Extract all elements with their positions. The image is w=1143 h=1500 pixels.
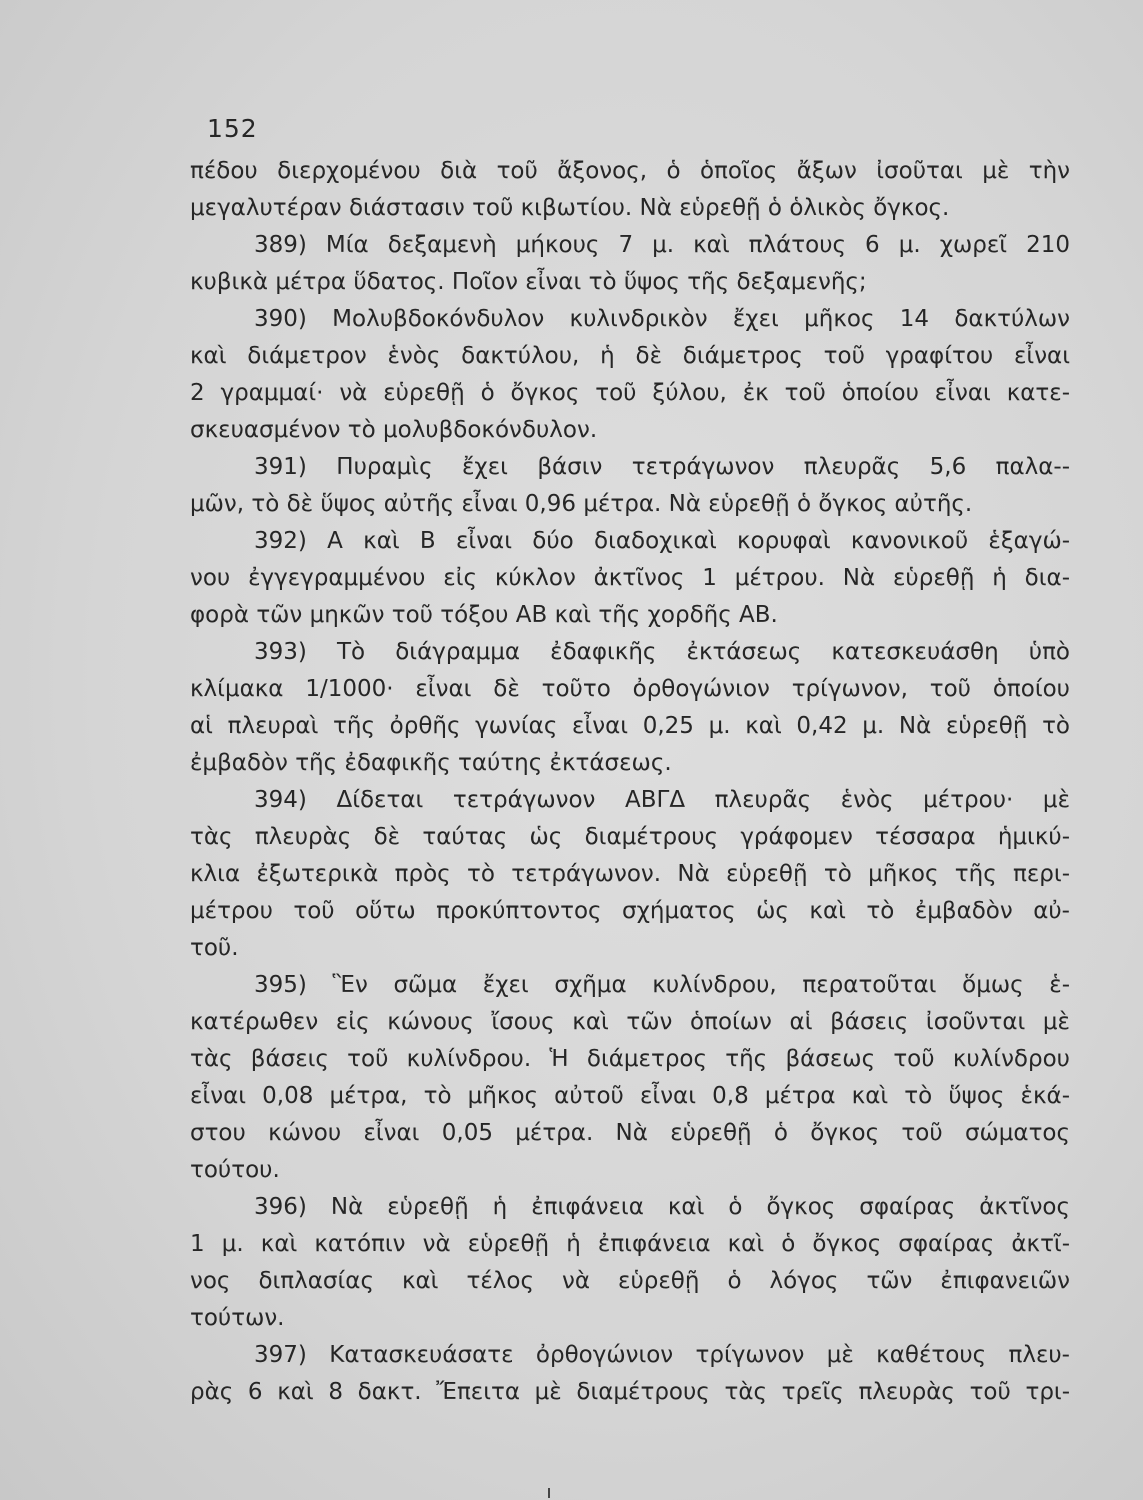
text-line: φορὰ τῶν μηκῶν τοῦ τόξου ΑΒ καὶ τῆς χορδῆς ΑΒ. (190, 602, 778, 628)
problem-390-start: 390) Μολυβδοκόνδυλον κυλινδρικὸν ἔχει μῆκος 14 δακτύλων (254, 306, 1070, 332)
page-number: 152 (207, 114, 258, 143)
text-line: κλια ἐξωτερικὰ πρὸς τὸ τετράγωνον. Νὰ εὑρεθῇ τὸ μῆκος τῆς περι- (190, 861, 1070, 887)
text-line: μῶν, τὸ δὲ ὕψος αὐτῆς εἶναι 0,96 μέτρα. Νὰ εὑρεθῇ ὁ ὄγκος αὐτῆς. (190, 491, 973, 517)
problem-393-start: 393) Τὸ διάγραμμα ἐδαφικῆς ἐκτάσεως κατεσκευάσθη ὑπὸ (254, 639, 1070, 665)
text-line: σκευασμένον τὸ μολυβδοκόνδυλον. (190, 417, 598, 443)
text-line: 1 μ. καὶ κατόπιν νὰ εὑρεθῇ ἡ ἐπιφάνεια καὶ ὁ ὄγκος σφαίρας ἀκτῖ- (190, 1231, 1070, 1257)
text-line: στου κώνου εἶναι 0,05 μέτρα. Νὰ εὑρεθῇ ὁ ὄγκος τοῦ σώματος (190, 1120, 1070, 1146)
problem-391-start: 391) Πυραμὶς ἔχει βάσιν τετράγωνον πλευρᾶς 5,6 παλα-- (254, 454, 1070, 480)
text-line: εἶναι 0,08 μέτρα, τὸ μῆκος αὐτοῦ εἶναι 0,8 μέτρα καὶ τὸ ὕψος ἑκά- (190, 1083, 1070, 1109)
text-line: 2 γραμμαί· νὰ εὑρεθῇ ὁ ὄγκος τοῦ ξύλου, ἐκ τοῦ ὁποίου εἶναι κατε- (190, 380, 1070, 406)
problem-397-start: 397) Κατασκευάσατε ὀρθογώνιον τρίγωνον μὲ καθέτους πλευ- (254, 1342, 1070, 1368)
text-line: νος διπλασίας καὶ τέλος νὰ εὑρεθῇ ὁ λόγος τῶν ἐπιφανειῶν (190, 1268, 1070, 1294)
text-line: τούτων. (190, 1305, 285, 1331)
problem-395-start: 395) Ἓν σῶμα ἔχει σχῆμα κυλίνδρου, περατοῦται ὅμως ἑ- (254, 972, 1070, 998)
text-line: ἐμβαδὸν τῆς ἐδαφικῆς ταύτης ἐκτάσεως. (190, 750, 672, 776)
text-line: τὰς πλευρὰς δὲ ταύτας ὡς διαμέτρους γράφομεν τέσσαρα ἡμικύ- (190, 824, 1070, 850)
problem-392-start: 392) Α καὶ Β εἶναι δύο διαδοχικαὶ κορυφαὶ κανονικοῦ ἑξαγώ- (254, 528, 1070, 554)
text-line: καὶ διάμετρον ἑνὸς δακτύλου, ἡ δὲ διάμετρος τοῦ γραφίτου εἶναι (190, 343, 1070, 369)
problem-396-start: 396) Νὰ εὑρεθῇ ἡ ἐπιφάνεια καὶ ὁ ὄγκος σφαίρας ἀκτῖνος (254, 1194, 1070, 1220)
text-line: τὰς βάσεις τοῦ κυλίνδρου. Ἡ διάμετρος τῆς βάσεως τοῦ κυλίνδρου (190, 1046, 1070, 1072)
text-line: κυβικὰ μέτρα ὕδατος. Ποῖον εἶναι τὸ ὕψος τῆς δεξαμενῆς; (190, 269, 867, 295)
text-line: νου ἐγγεγραμμένου εἰς κύκλον ἀκτῖνος 1 μέτρου. Νὰ εὑρεθῇ ἡ δια- (190, 565, 1070, 591)
text-line: ρὰς 6 καὶ 8 δακτ. Ἔπειτα μὲ διαμέτρους τὰς τρεῖς πλευρὰς τοῦ τρι- (190, 1379, 1070, 1405)
binding-mark (548, 1488, 550, 1498)
text-body (190, 153, 1070, 1411)
text-line: κατέρωθεν εἰς κώνους ἴσους καὶ τῶν ὁποίων αἱ βάσεις ἰσοῦνται μὲ (190, 1009, 1070, 1035)
text-line: μεγαλυτέραν διάστασιν τοῦ κιβωτίου. Νὰ εὑρεθῇ ὁ ὁλικὸς ὄγκος. (190, 195, 950, 221)
problem-394-start: 394) Δίδεται τετράγωνον ΑΒΓΔ πλευρᾶς ἑνὸς μέτρου· μὲ (254, 787, 1070, 813)
text-line: πέδου διερχομένου διὰ τοῦ ἄξονος, ὁ ὁποῖος ἄξων ἰσοῦται μὲ τὴν (190, 158, 1070, 184)
text-line: τούτου. (190, 1157, 280, 1183)
text-line: μέτρου τοῦ οὕτω προκύπτοντος σχήματος ὡς καὶ τὸ ἐμβαδὸν αὐ- (190, 898, 1070, 924)
text-line: τοῦ. (190, 935, 239, 961)
text-line: κλίμακα 1/1000· εἶναι δὲ τοῦτο ὀρθογώνιον τρίγωνον, τοῦ ὁποίου (190, 676, 1070, 702)
problem-389-start: 389) Μία δεξαμενὴ μήκους 7 μ. καὶ πλάτους 6 μ. χωρεῖ 210 (254, 232, 1070, 258)
text-line: αἱ πλευραὶ τῆς ὀρθῆς γωνίας εἶναι 0,25 μ. καὶ 0,42 μ. Νὰ εὑρεθῇ τὸ (190, 713, 1070, 739)
